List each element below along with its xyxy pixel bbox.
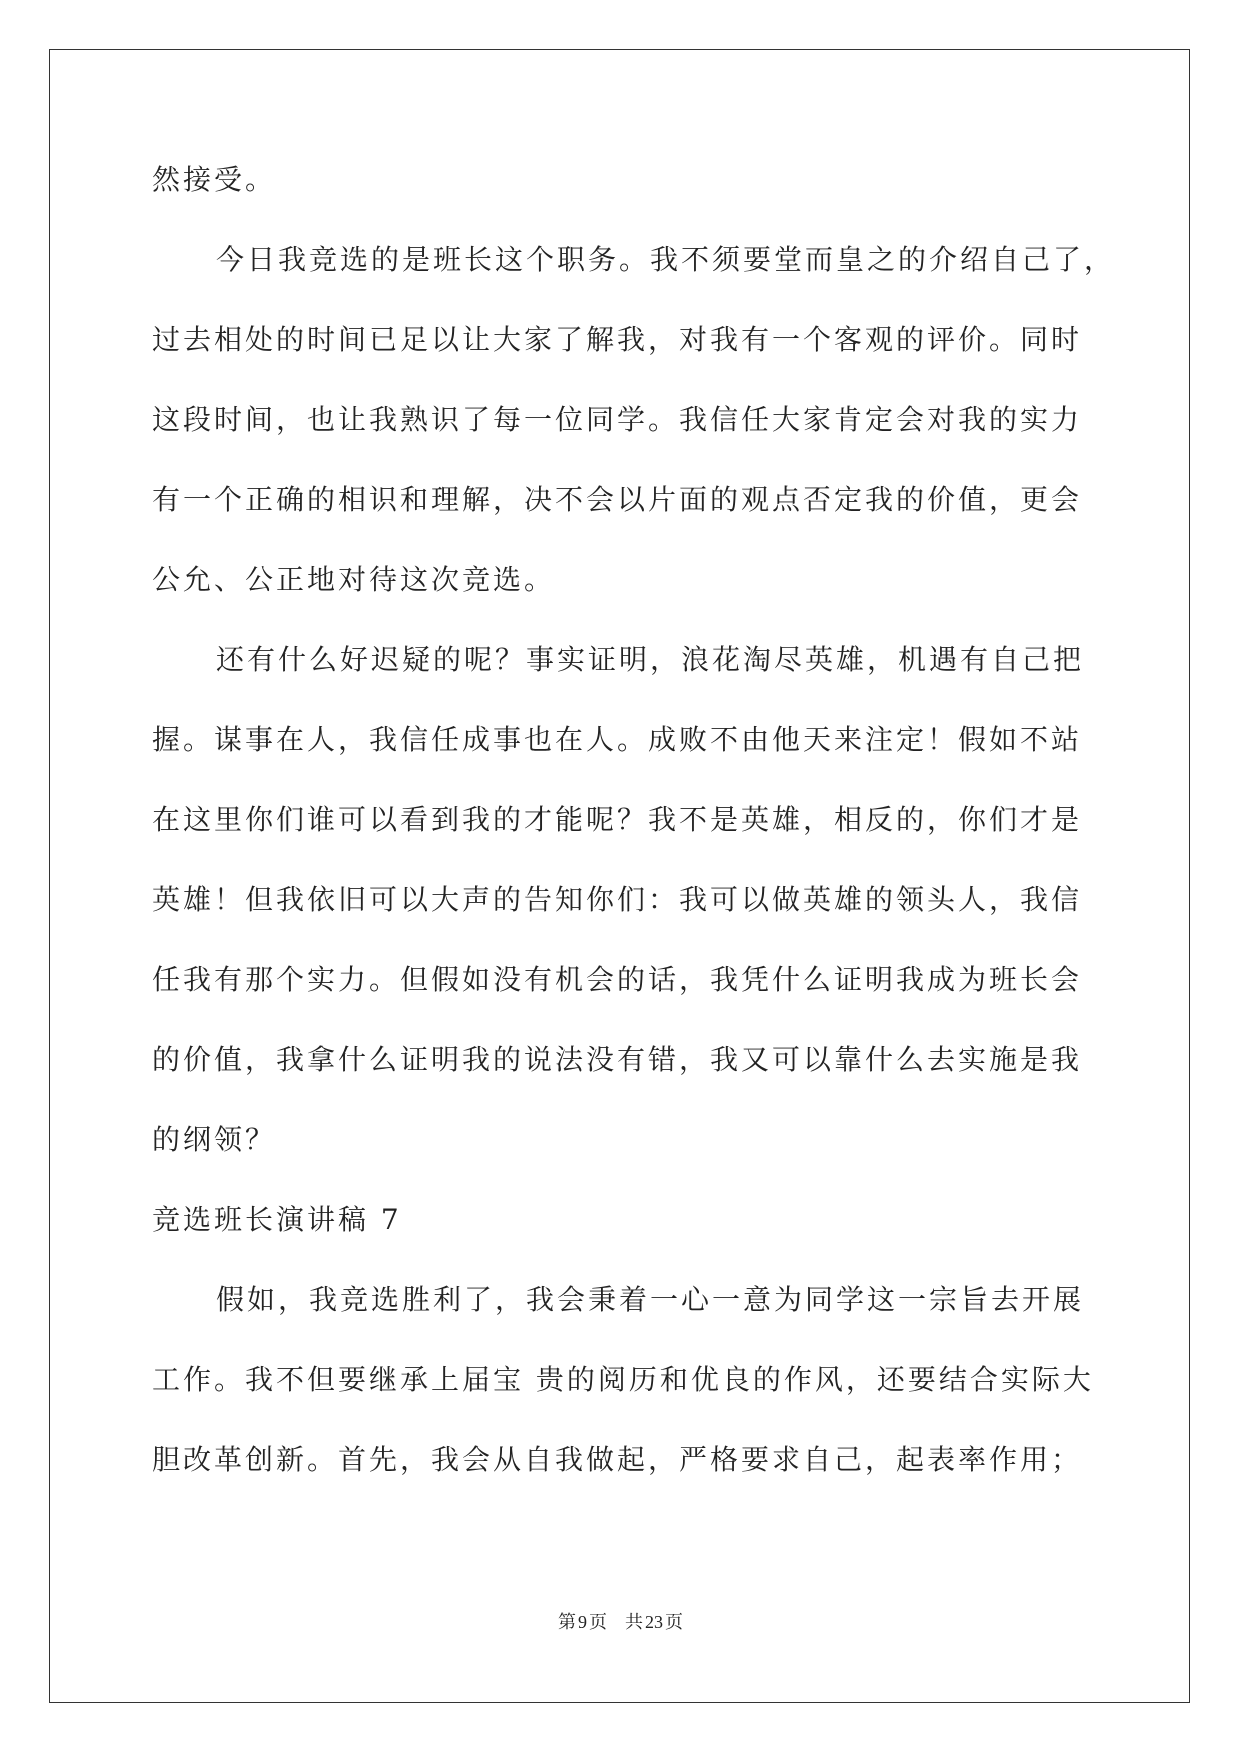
- total-pages: 23: [645, 1612, 663, 1632]
- text-line: 工作。我不但要继承上届宝 贵的阅历和优良的作风，还要结合实际大: [152, 1363, 1094, 1396]
- document-body: [152, 160, 1116, 1520]
- text-line: 过去相处的时间已足以让大家了解我，对我有一个客观的评价。同时: [152, 323, 1083, 356]
- text-line: 胆改革创新。首先，我会从自我做起，严格要求自己，起表率作用；: [152, 1443, 1083, 1476]
- page-number: 9: [578, 1612, 587, 1632]
- footer-page-suffix: 页: [589, 1612, 607, 1633]
- text-line: 任我有那个实力。但假如没有机会的话，我凭什么证明我成为班长会: [152, 963, 1083, 996]
- paragraph-start-line: 今日我竞选的是班长这个职务。我不须要堂而皇之的介绍自己了，: [216, 243, 1116, 276]
- text-line: 公允、公正地对待这次竞选。: [152, 563, 556, 596]
- text-line: 有一个正确的相识和理解，决不会以片面的观点否定我的价值，更会: [152, 483, 1083, 516]
- paragraph-start-line: 还有什么好迟疑的呢？事实证明，浪花淘尽英雄，机遇有自己把: [216, 643, 1085, 676]
- footer-total-suffix: 页: [665, 1612, 683, 1633]
- paragraph-start-line: 假如，我竞选胜利了，我会秉着一心一意为同学这一宗旨去开展: [216, 1283, 1085, 1316]
- text-line: 在这里你们谁可以看到我的才能呢？我不是英雄，相反的，你们才是: [152, 803, 1083, 836]
- section-heading: 竞选班长演讲稿 7: [152, 1203, 402, 1236]
- page-footer: [0, 1608, 1241, 1634]
- text-line: 这段时间，也让我熟识了每一位同学。我信任大家肯定会对我的实力: [152, 403, 1083, 436]
- text-line: 的价值，我拿什么证明我的说法没有错，我又可以靠什么去实施是我: [152, 1043, 1083, 1076]
- footer-total-prefix: 共: [625, 1612, 643, 1633]
- footer-prefix: 第: [558, 1612, 576, 1633]
- text-line: 英雄！但我依旧可以大声的告知你们：我可以做英雄的领头人，我信: [152, 883, 1083, 916]
- text-line: 的纲领？: [152, 1123, 277, 1156]
- text-line: 然接受。: [152, 163, 277, 196]
- text-line: 握。谋事在人，我信任成事也在人。成败不由他天来注定！假如不站: [152, 723, 1083, 756]
